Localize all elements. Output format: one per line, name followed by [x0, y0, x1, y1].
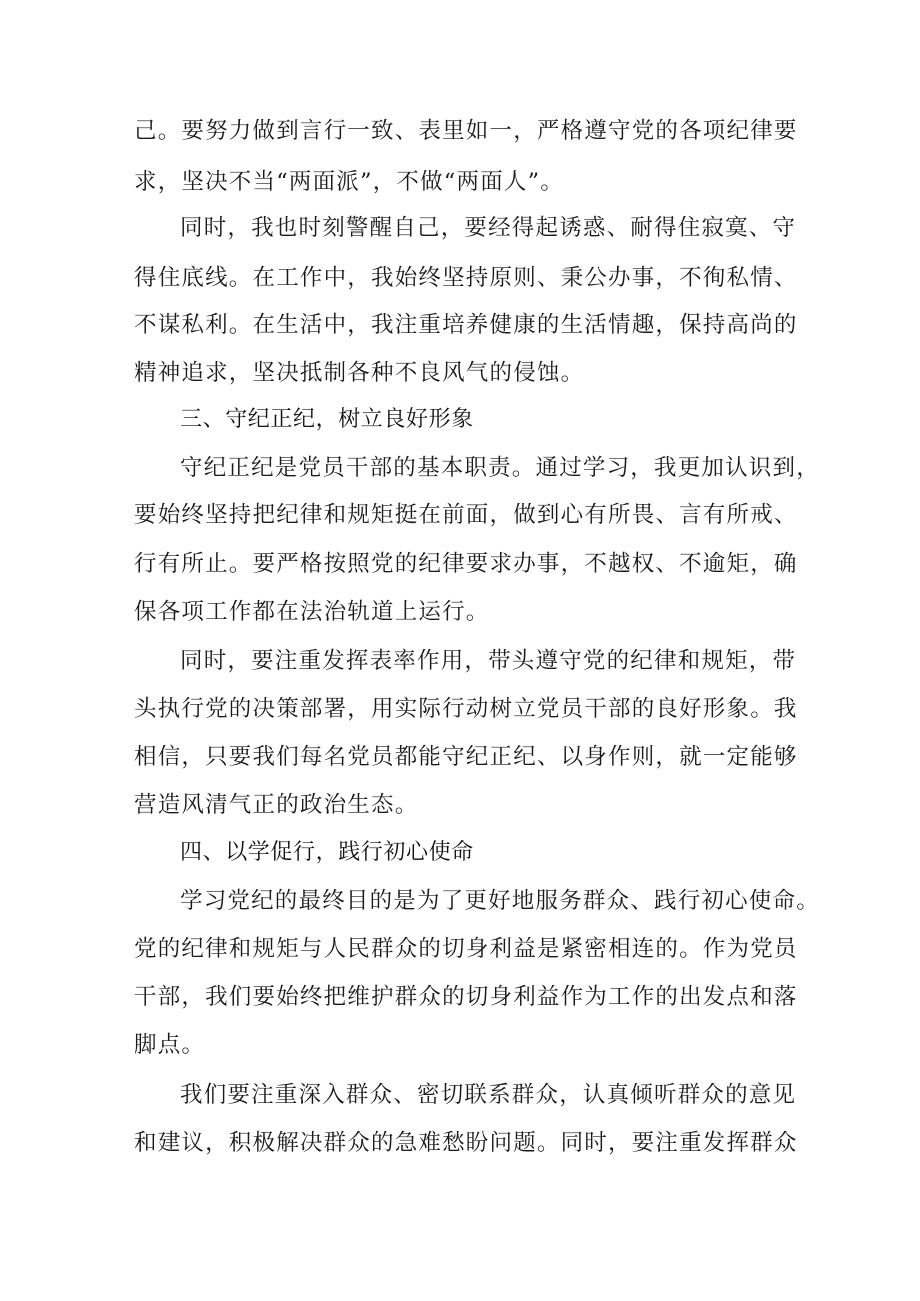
- body-text-line: 干部，我们要始终把维护群众的切身利益作为工作的出发点和落: [134, 984, 798, 1010]
- body-text-line: 精神追求，坚决抵制各种不良风气的侵蚀。: [134, 360, 585, 386]
- body-text-line: 营造风清气正的政治生态。: [134, 792, 419, 818]
- body-text-line: 头执行党的决策部署，用实际行动树立党员干部的良好形象。我: [134, 696, 798, 722]
- body-text-line: 保各项工作都在法治轨道上运行。: [134, 599, 490, 625]
- body-text-line: 得住底线。在工作中，我始终坚持原则、秉公办事，不徇私情、: [134, 265, 798, 291]
- body-text-line: 行有所止。要严格按照党的纪律要求办事，不越权、不逾矩，确: [134, 551, 798, 577]
- paragraph-start-line: 同时，我也时刻警醒自己，要经得起诱惑、耐得住寂寞、守: [180, 215, 797, 241]
- paragraph-start-line: 守纪正纪是党员干部的基本职责。通过学习，我更加认识到，: [180, 455, 820, 481]
- section-heading: 四、以学促行，践行初心使命: [180, 840, 474, 865]
- body-text-line: 相信，只要我们每名党员都能守纪正纪、以身作则，就一定能够: [134, 744, 798, 770]
- body-text-line: 不谋私利。在生活中，我注重培养健康的生活情趣，保持高尚的: [134, 312, 798, 338]
- body-text-line: 求，坚决不当“两面派”，不做“两面人”。: [134, 169, 565, 195]
- body-text-line: 己。要努力做到言行一致、表里如一，严格遵守党的各项纪律要: [134, 118, 798, 144]
- body-text-line: 要始终坚持把纪律和规矩挺在前面，做到心有所畏、言有所戒、: [134, 502, 798, 528]
- paragraph-start-line: 学习党纪的最终目的是为了更好地服务群众、践行初心使命。: [180, 888, 820, 914]
- paragraph-start-line: 我们要注重深入群众、密切联系群众，认真倾听群众的意见: [180, 1082, 797, 1108]
- body-text-line: 和建议，积极解决群众的急难愁盼问题。同时，要注重发挥群众: [134, 1130, 798, 1156]
- body-text-line: 党的纪律和规矩与人民群众的切身利益是紧密相连的。作为党员: [134, 936, 798, 962]
- body-text-line: 脚点。: [134, 1032, 206, 1058]
- paragraph-start-line: 同时，要注重发挥表率作用，带头遵守党的纪律和规矩，带: [180, 648, 797, 674]
- section-heading: 三、守纪正纪，树立良好形象: [180, 407, 474, 432]
